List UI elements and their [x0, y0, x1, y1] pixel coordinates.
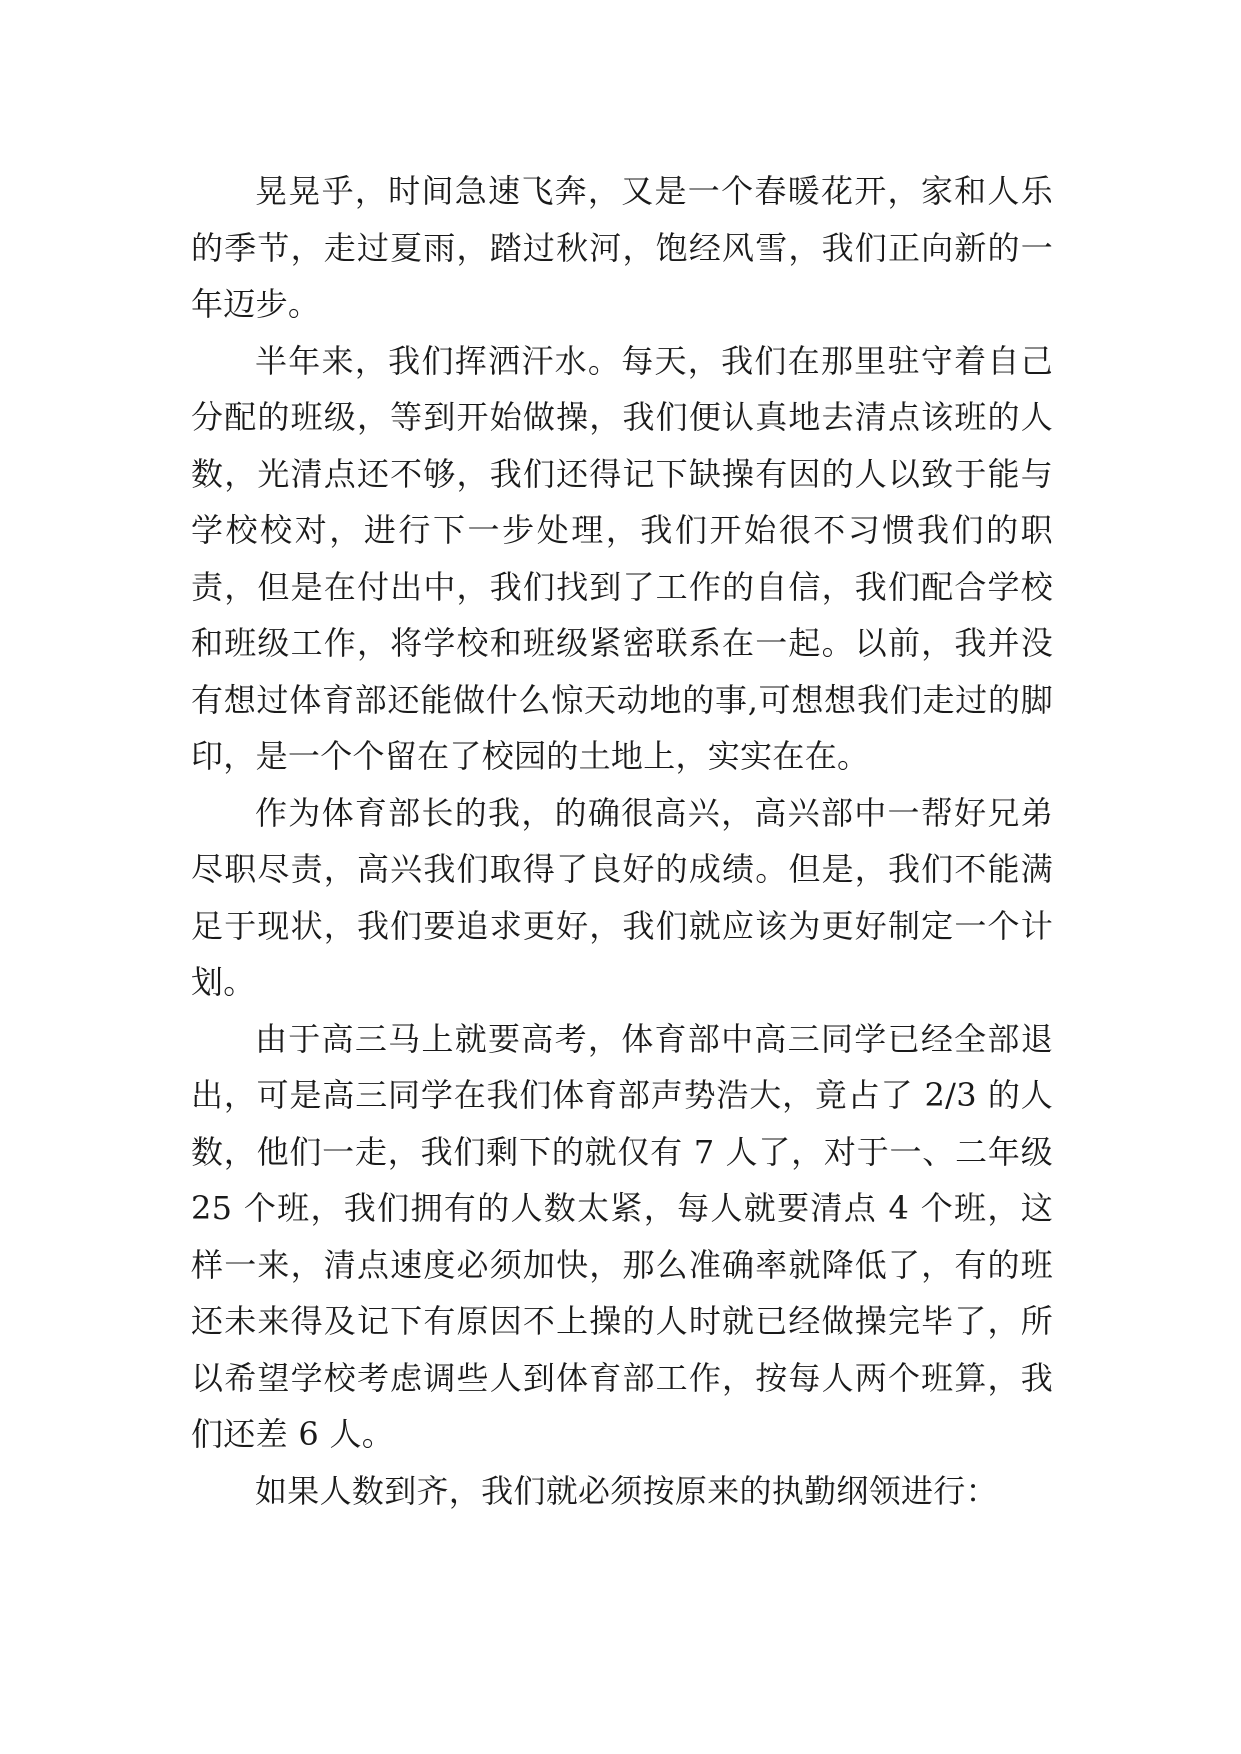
- paragraph-1: 晃晃乎，时间急速飞奔，又是一个春暖花开，家和人乐的季节，走过夏雨，踏过秋河，饱经风雪，我们正向新的一年迈步。: [191, 172, 1053, 323]
- document-body: [191, 163, 1053, 1519]
- paragraph-4: 由于高三马上就要高考，体育部中高三同学已经全部退出，可是高三同学在我们体育部声势浩大，竟占了 2/3 的人数，他们一走，我们剩下的就仅有 7 人了，对于一、二年级25 个班，我们拥有的人数太紧，每人就要清点 4 个班，这样一来，清点速度必须加快，那么准确率就降低了，有的班还未来得及记下有原因不上操的人时就已经做操完毕了，所以希望学校考虑调些人到体育部工作，按每人两个班算，我们还差 6 人。: [191, 1019, 1053, 1453]
- paragraph-5: 如果人数到齐，我们就必须按原来的执勤纲领进行：: [255, 1471, 998, 1510]
- paragraph-3: 作为体育部长的我，的确很高兴，高兴部中一帮好兄弟尽职尽责，高兴我们取得了良好的成绩。但是，我们不能满足于现状，我们要追求更好，我们就应该为更好制定一个计划。: [191, 793, 1053, 1001]
- paragraph-2: 半年来，我们挥洒汗水。每天，我们在那里驻守着自己分配的班级，等到开始做操，我们便认真地去清点该班的人数，光清点还不够，我们还得记下缺操有因的人以致于能与学校校对，进行下一步处理，我们开始很不习惯我们的职责，但是在付出中，我们找到了工作的自信，我们配合学校和班级工作，将学校和班级紧密联系在一起。以前，我并没有想过体育部还能做什么惊天动地的事,可想想我们走过的脚印，是一个个留在了校园的土地上，实实在在。: [191, 341, 1053, 775]
